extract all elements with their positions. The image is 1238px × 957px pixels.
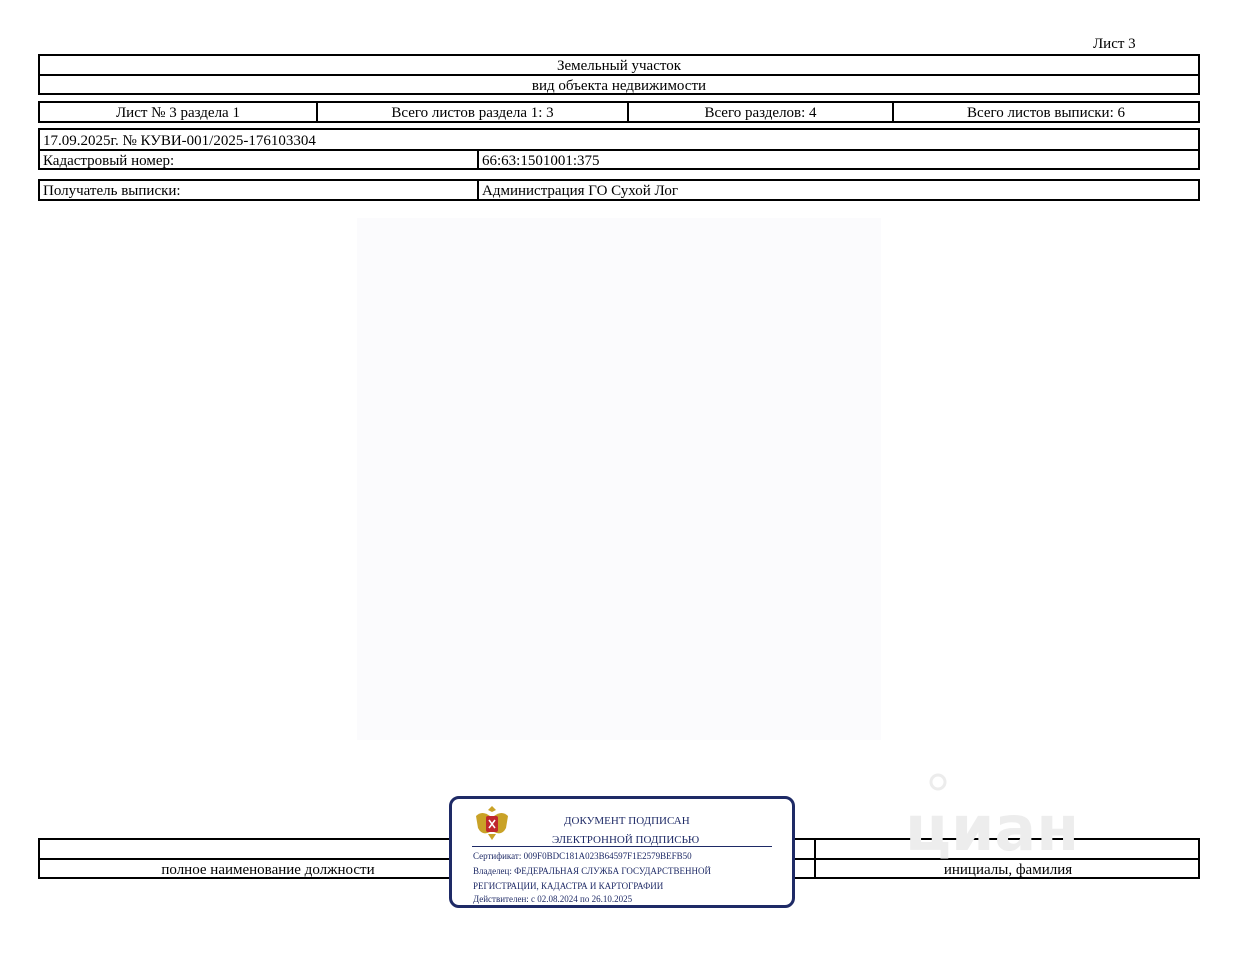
name-caption: инициалы, фамилия bbox=[943, 862, 1073, 877]
recipient-value: Администрация ГО Сухой Лог bbox=[482, 183, 678, 199]
cian-watermark-text: циан bbox=[905, 792, 1080, 865]
object-type-box bbox=[38, 54, 1200, 95]
divider bbox=[40, 149, 1198, 151]
extract-date-number: 17.09.2025г. № КУВИ-001/2025-176103304 bbox=[43, 133, 316, 149]
recipient-label: Получатель выписки: bbox=[43, 183, 181, 199]
stamp-certificate: Сертификат: 009F0BDC181A023B64597F1E2579BEFB50 bbox=[473, 851, 692, 861]
divider bbox=[477, 149, 479, 168]
stamp-title-line2: ЭЛЕКТРОННОЙ ПОДПИСЬЮ bbox=[552, 834, 700, 846]
stamp-title-line1: ДОКУМЕНТ ПОДПИСАН bbox=[564, 815, 690, 827]
cadastral-value: 66:63:1501001:375 bbox=[482, 153, 600, 169]
position-caption: полное наименование должности bbox=[161, 862, 375, 877]
object-name: Земельный участок bbox=[556, 58, 682, 74]
sheet-label: Лист 3 bbox=[1093, 36, 1136, 52]
object-caption: вид объекта недвижимости bbox=[531, 78, 707, 94]
divider bbox=[477, 181, 479, 199]
sheets-total: Всего листов выписки: 6 bbox=[967, 105, 1125, 121]
e-signature-stamp bbox=[449, 796, 795, 908]
stamp-rule bbox=[472, 846, 772, 847]
stamp-valid: Действителен: с 02.08.2024 по 26.10.2025 bbox=[473, 894, 633, 904]
extract-info-box bbox=[38, 128, 1200, 170]
section-info-box bbox=[38, 101, 1200, 123]
stamp-owner-line2: РЕГИСТРАЦИИ, КАДАСТРА И КАРТОГРАФИИ bbox=[473, 881, 664, 891]
recipient-box bbox=[38, 179, 1200, 201]
sheets-in-section: Всего листов раздела 1: 3 bbox=[391, 105, 554, 121]
plan-area bbox=[357, 218, 881, 740]
cian-logo-icon bbox=[905, 770, 1135, 870]
coat-of-arms-icon bbox=[472, 802, 512, 844]
cadastral-label: Кадастровый номер: bbox=[43, 153, 175, 169]
divider bbox=[40, 74, 1198, 76]
sheet-number: Лист № 3 раздела 1 bbox=[116, 105, 240, 121]
sections-total: Всего разделов: 4 bbox=[704, 105, 817, 121]
stamp-owner-line1: Владелец: ФЕДЕРАЛЬНАЯ СЛУЖБА ГОСУДАРСТВЕННОЙ bbox=[473, 866, 712, 876]
